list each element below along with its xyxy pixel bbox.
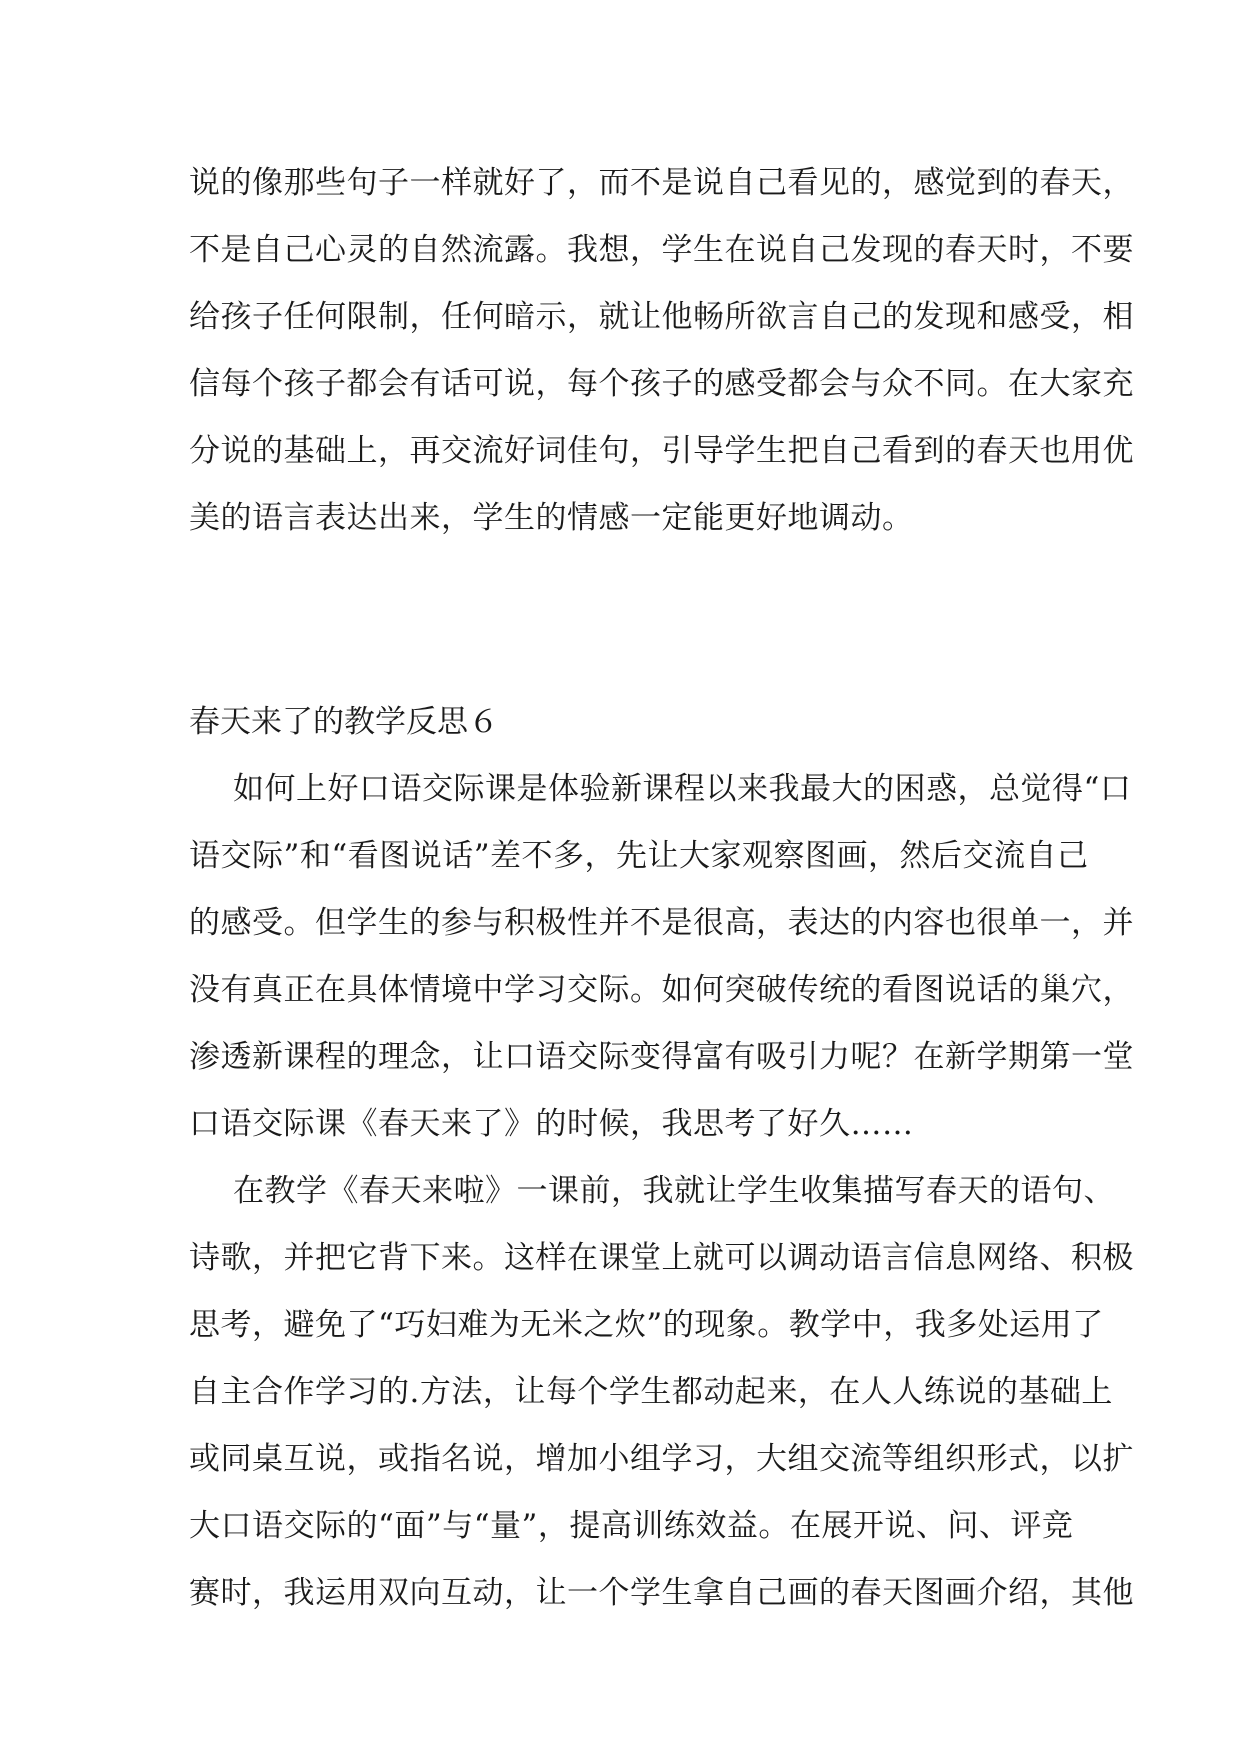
text-line: 渗透新课程的理念，让口语交际变得富有吸引力呢？在新学期第一堂	[189, 1039, 1134, 1075]
text-line: 说的像那些句子一样就好了，而不是说自己看见的，感觉到的春天，	[189, 165, 1134, 201]
text-line: 思考，避免了“巧妇难为无米之炊”的现象。教学中，我多处运用了	[189, 1307, 1104, 1343]
text-line: 自主合作学习的.方法，让每个学生都动起来，在人人练说的基础上	[189, 1374, 1113, 1410]
text-line: 给孩子任何限制，任何暗示，就让他畅所欲言自己的发现和感受，相	[189, 299, 1134, 335]
paragraph-2	[189, 756, 1134, 1158]
paragraph-3	[189, 1158, 1134, 1627]
text-line: 美的语言表达出来，学生的情感一定能更好地调动。	[189, 500, 914, 536]
text-line: 没有真正在具体情境中学习交际。如何突破传统的看图说话的巢穴，	[189, 972, 1134, 1008]
text-line: 赛时，我运用双向互动，让一个学生拿自己画的春天图画介绍，其他	[189, 1575, 1134, 1611]
section-spacer	[189, 552, 1059, 689]
text-line: 大口语交际的“面”与“量”，提高训练效益。在展开说、问、评竞	[189, 1508, 1074, 1544]
document-body	[189, 150, 1134, 1627]
text-line: 不是自己心灵的自然流露。我想，学生在说自己发现的春天时，不要	[189, 232, 1134, 268]
text-line: 在教学《春天来啦》一课前，我就让学生收集描写春天的语句、	[233, 1173, 1115, 1209]
paragraph-top	[189, 150, 1134, 552]
text-line: 的感受。但学生的参与积极性并不是很高，表达的内容也很单一，并	[189, 905, 1134, 941]
text-line: 口语交际课《春天来了》的时候，我思考了好久……	[189, 1106, 914, 1142]
text-line: 信每个孩子都会有话可说，每个孩子的感受都会与众不同。在大家充	[189, 366, 1134, 402]
text-line: 分说的基础上，再交流好词佳句，引导学生把自己看到的春天也用优	[189, 433, 1134, 469]
text-line: 如何上好口语交际课是体验新课程以来我最大的困惑，总觉得“口	[233, 771, 1132, 807]
section-title: 春天来了的教学反思６	[189, 704, 499, 740]
text-line: 诗歌，并把它背下来。这样在课堂上就可以调动语言信息网络、积极	[189, 1240, 1134, 1276]
text-line: 语交际”和“看图说话”差不多，先让大家观察图画，然后交流自己	[189, 838, 1089, 874]
text-line: 或同桌互说，或指名说，增加小组学习，大组交流等组织形式，以扩	[189, 1441, 1134, 1477]
